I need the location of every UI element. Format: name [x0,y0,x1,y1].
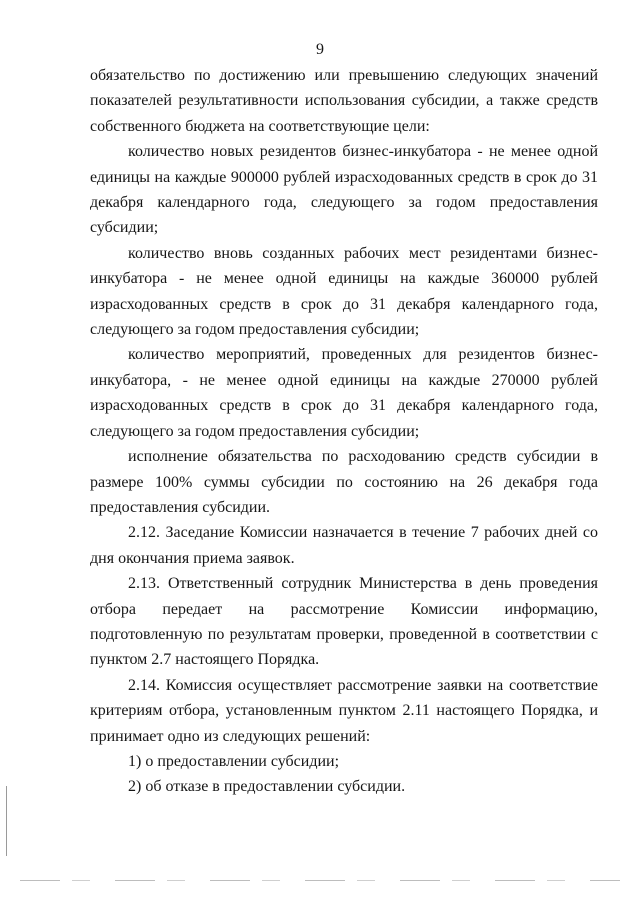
page-number: 9 [316,41,324,58]
paragraph-new-residents: количество новых резидентов бизнес-инкубатора - не менее одной единицы на каждые 900000 рублей израсходованных средств в срок до 31 декабря календарного года, следующего за годом предоставления субсидии; [90,143,598,237]
scan-margin-mark [6,786,7,856]
paragraph-2-13: 2.13. Ответственный сотрудник Министерства в день проведения отбора передает на рассмотрение Комиссии информацию, подготовленную по результатам проверки, проведенной в соответствии с пунктом 2.7 настоящего Порядка. [90,575,598,669]
paragraph-obligation-intro: обязательство по достижению или превышению следующих значений показателей результативности использования субсидии, а также средств собственного бюджета на соответствующие цели: [90,67,598,135]
paragraph-new-jobs: количество вновь созданных рабочих мест резидентами бизнес-инкубатора - не менее одной единицы на каждые 360000 рублей израсходованных средств в срок до 31 декабря календарного года, следующего за годом предоставления субсидии; [90,244,598,339]
paragraph-2-14: 2.14. Комиссия осуществляет рассмотрение заявки на соответствие критериям отбора, установленным пунктом 2.11 настоящего Порядка, и принимает одно из следующих решений: [90,676,598,745]
document-body [90,63,598,800]
list-item-refusal-decision: 2) об отказе в предоставлении субсидии. [128,778,406,796]
list-item-grant-decision: 1) о предоставлении субсидии; [128,752,340,770]
scan-bottom-artifact [20,880,620,881]
paragraph-events: количество мероприятий, проведенных для резидентов бизнес-инкубатора, - не менее одной единицы на каждые 270000 рублей израсходованных средств в срок до 31 декабря календарного года, следующего за годом предоставления субсидии; [90,346,598,440]
paragraph-spending-obligation: исполнение обязательства по расходованию средств субсидии в размере 100% суммы субсидии по состоянию на 26 декабря года предоставления субсидии. [90,448,598,516]
paragraph-2-12: 2.12. Заседание Комиссии назначается в течение 7 рабочих дней со дня окончания приема заявок. [90,524,598,567]
